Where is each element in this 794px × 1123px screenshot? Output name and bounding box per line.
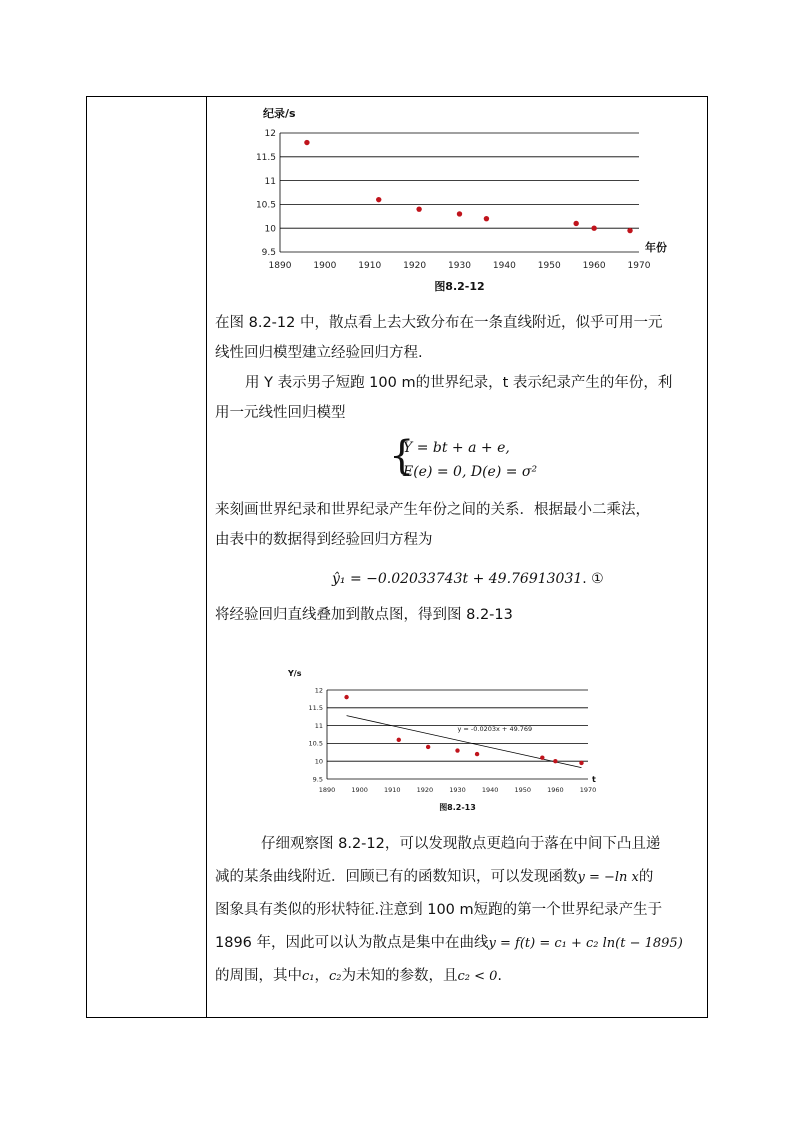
p5-math-c1: c₁	[302, 969, 315, 984]
x-tick-label: 1910	[358, 261, 382, 271]
regression-equation-formula: ŷ₁ = −0.02033743t + 49.76913031	[332, 571, 583, 587]
data-point	[573, 221, 578, 226]
regression-equation	[332, 568, 604, 587]
p3-line2: 由表中的数据得到经验回归方程为	[215, 532, 433, 548]
x-tick-label: 1970	[627, 261, 651, 271]
x-tick-label: 1950	[537, 261, 561, 271]
y-tick-label: 9.5	[261, 248, 276, 259]
model-eq-2: E(e) = 0, D(e) = σ²	[403, 464, 538, 480]
paragraph-5	[215, 828, 703, 994]
data-point	[304, 140, 309, 145]
y-tick-label: 9.5	[312, 775, 323, 784]
trendline-label: y = -0.0203x + 49.769	[457, 724, 533, 733]
paragraph-2	[215, 368, 703, 428]
data-point	[627, 228, 632, 233]
p5-line3: 图象具有类似的形状特征.注意到 100 m短跑的第一个世界纪录产生于	[215, 902, 663, 918]
data-point	[344, 695, 348, 699]
x-axis-label: t	[592, 775, 596, 784]
data-point	[426, 745, 430, 749]
data-point	[553, 759, 557, 763]
x-tick-label: 1930	[449, 786, 466, 794]
y-tick-label: 12	[314, 686, 323, 695]
p1-line2: 线性回归模型建立经验回归方程.	[215, 345, 423, 361]
content-cell	[207, 97, 707, 1017]
p5-line5b: ，	[314, 968, 329, 984]
x-tick-label: 1900	[313, 261, 337, 271]
y-tick-label: 11	[264, 176, 276, 187]
p5-line2a: 减的某条曲线附近．回顾已有的函数知识，可以发现函数	[215, 868, 578, 885]
paragraph-3	[215, 495, 703, 555]
p5-line5d: .	[497, 968, 503, 984]
x-tick-label: 1940	[492, 261, 516, 271]
data-point	[455, 748, 459, 752]
p5-line2b: 的	[638, 868, 654, 885]
y-tick-label: 11.5	[255, 152, 276, 163]
y-tick-label: 10.5	[255, 200, 276, 211]
p1-line1: 在图 8.2-12 中，散点看上去大致分布在一条直线附近，似乎可用一元	[215, 315, 663, 331]
x-tick-label: 1900	[351, 786, 368, 794]
x-tick-label: 1920	[416, 786, 434, 794]
p5-math-curve: y = f(t) = c₁ + c₂ ln(t − 1895)	[488, 935, 683, 951]
p5-line4a: 1896 年，因此可以认为散点是集中在曲线	[215, 934, 489, 951]
data-point	[579, 761, 583, 765]
p3-line1: 来刻画世界纪录和世界纪录产生年份之间的关系．根据最小二乘法，	[215, 502, 650, 518]
x-tick-label: 1930	[448, 261, 471, 271]
model-eq-1: Y = bt + a + e,	[403, 440, 510, 456]
p5-line5c: 为未知的参数，且	[341, 968, 458, 984]
y-tick-label: 11.5	[308, 704, 323, 713]
data-point	[397, 738, 401, 742]
data-point	[540, 755, 544, 759]
paragraph-1	[215, 308, 703, 368]
x-tick-label: 1910	[383, 786, 401, 794]
figure-8-2-12-chart	[247, 99, 687, 294]
x-tick-label: 1960	[582, 261, 606, 271]
trendline	[347, 716, 582, 768]
y-axis-label: 纪录/s	[263, 107, 296, 120]
y-tick-label: 11	[314, 721, 323, 730]
p2-line2: 用一元线性回归模型	[215, 405, 346, 421]
p5-math-cond: c₂ < 0	[457, 969, 498, 984]
y-tick-label: 10	[264, 224, 276, 235]
paragraph-4	[215, 600, 703, 630]
p5-math-c2: c₂	[329, 969, 342, 984]
figure-8-2-13-chart	[285, 665, 625, 825]
p5-math-neg-ln: y = −ln x	[577, 869, 639, 885]
p4-text: 将经验回归直线叠加到散点图，得到图 8.2-13	[215, 607, 513, 623]
data-point	[376, 197, 381, 202]
brace-symbol: {	[389, 433, 415, 479]
x-tick-label: 1950	[514, 786, 532, 794]
data-point	[484, 216, 489, 221]
data-point	[457, 211, 462, 216]
data-point	[475, 752, 479, 756]
figure-caption: 图8.2-12	[434, 280, 485, 293]
x-axis-label: 年份	[645, 241, 667, 254]
p2-line1: 用 Y 表示男子短跑 100 m的世界纪录，t 表示纪录产生的年份，利	[245, 375, 673, 391]
figure-caption: 图8.2-13	[439, 803, 476, 812]
x-tick-label: 1890	[268, 261, 292, 271]
x-tick-label: 1920	[403, 261, 427, 271]
y-axis-label: Y/s	[288, 669, 302, 678]
x-tick-label: 1960	[547, 786, 564, 794]
x-tick-label: 1970	[579, 786, 597, 794]
x-tick-label: 1940	[481, 786, 499, 794]
y-tick-label: 10.5	[308, 739, 323, 748]
data-point	[591, 226, 596, 231]
equation-number: . ①	[582, 571, 604, 587]
x-tick-label: 1890	[318, 786, 336, 794]
y-tick-label: 10	[314, 757, 323, 766]
p5-line1: 仔细观察图 8.2-12，可以发现散点更趋向于落在中间下凸且递	[261, 836, 661, 852]
y-tick-label: 12	[264, 129, 276, 140]
p5-line5a: 的周围，其中	[215, 968, 302, 984]
model-equation-system	[389, 433, 589, 487]
data-point	[416, 206, 421, 211]
